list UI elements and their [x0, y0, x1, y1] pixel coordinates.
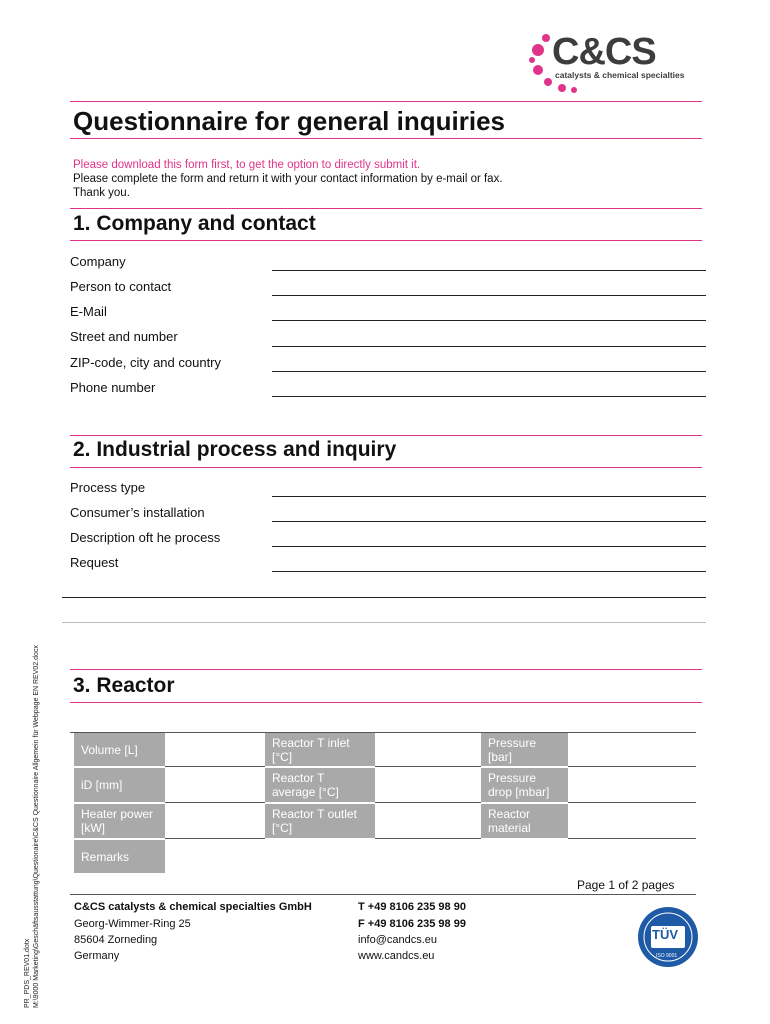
section2-heading: 2. Industrial process and inquiry [73, 438, 397, 461]
tuv-badge-text: TÜV [652, 927, 678, 942]
reactor-outlet-field[interactable] [375, 838, 481, 839]
pressure-field[interactable] [568, 766, 696, 767]
company-label: Company [70, 254, 126, 269]
section2-top-rule [70, 435, 702, 436]
section3-bottom-rule [70, 702, 702, 703]
title-bottom-rule [70, 138, 702, 139]
remarks-label: Remarks [74, 840, 165, 873]
footer-street: Georg-Wimmer-Ring 25 [74, 918, 191, 930]
footer-company: C&CS catalysts & chemical specialties GmbH [74, 901, 312, 913]
heater-power-label: Heater power [kW] [74, 804, 165, 838]
pressure-drop-label: Pressure drop [mbar] [481, 768, 568, 802]
id-field[interactable] [165, 802, 265, 803]
section1-top-rule [70, 208, 702, 209]
installation-label: Consumer’s installation [70, 505, 205, 520]
zip-label: ZIP-code, city and country [70, 355, 222, 370]
request-field-line-3[interactable] [62, 622, 706, 623]
person-field[interactable] [272, 295, 706, 296]
reactor-average-label: Reactor T average [°C] [265, 768, 375, 802]
street-field[interactable] [272, 346, 706, 347]
footer-email[interactable]: info@candcs.eu [358, 934, 438, 946]
pressure-drop-field[interactable] [568, 802, 696, 803]
footer-rule [70, 894, 696, 895]
footer-fax: F +49 8106 235 98 99 [358, 918, 466, 930]
section3-heading: 3. Reactor [73, 674, 175, 697]
reactor-material-field[interactable] [568, 838, 696, 839]
intro-thanks: Thank you. [73, 187, 130, 199]
footer-phone: T +49 8106 235 98 90 [358, 901, 466, 913]
intro-instructions: Please complete the form and return it with your contact information by e-mail or fax. [73, 173, 503, 185]
id-label: iD [mm] [74, 768, 165, 802]
reactor-inlet-field[interactable] [375, 766, 481, 767]
installation-field[interactable] [272, 521, 706, 522]
section2-bottom-rule [70, 467, 702, 468]
description-field[interactable] [272, 546, 706, 547]
request-field-line-2[interactable] [62, 597, 706, 598]
section1-heading: 1. Company and contact [73, 212, 316, 235]
page-number: Page 1 of 2 pages [577, 878, 675, 892]
phone-label: Phone number [70, 380, 156, 395]
process-type-label: Process type [70, 480, 146, 495]
footer-city: 85604 Zorneding [74, 934, 158, 946]
page-title: Questionnaire for general inquiries [73, 106, 505, 136]
person-label: Person to contact [70, 279, 172, 294]
file-path-line1: PR_PDS_REV01.dotx [24, 938, 31, 1008]
pressure-label: Pressure [bar] [481, 733, 568, 766]
tuv-badge-sub: SÜD [660, 943, 673, 949]
company-field[interactable] [272, 270, 706, 271]
reactor-inlet-label: Reactor T inlet [°C] [265, 733, 375, 766]
logo-tagline: catalysts & chemical specialties [555, 70, 685, 80]
section3-top-rule [70, 669, 702, 670]
process-type-field[interactable] [272, 496, 706, 497]
footer-country: Germany [74, 950, 120, 962]
street-label: Street and number [70, 329, 178, 344]
volume-label: Volume [L] [74, 733, 165, 766]
phone-field[interactable] [272, 396, 706, 397]
file-path-line2: M:\9000 Marketing\Geschäftsausstattung\Questionaire\C&CS Questionnaire Allgemein für Webpage EN REV02.docx [33, 645, 40, 1008]
section1-bottom-rule [70, 240, 702, 241]
email-field[interactable] [272, 320, 706, 321]
reactor-average-field[interactable] [375, 802, 481, 803]
reactor-outlet-label: Reactor T outlet [°C] [265, 804, 375, 838]
request-label: Request [70, 555, 119, 570]
tuv-badge-iso: ISO 9001 [656, 953, 678, 959]
zip-field[interactable] [272, 371, 706, 372]
heater-power-field[interactable] [165, 838, 265, 839]
download-notice: Please download this form first, to get the option to directly submit it. [73, 159, 421, 171]
reactor-material-label: Reactor material [481, 804, 568, 838]
email-label: E-Mail [70, 304, 107, 319]
volume-field[interactable] [165, 766, 265, 767]
description-label: Description oft he process [70, 530, 221, 545]
request-field[interactable] [272, 571, 706, 572]
footer-website[interactable]: www.candcs.eu [358, 950, 435, 962]
logo-brand: C&CS [552, 31, 656, 73]
title-top-rule [70, 101, 702, 102]
